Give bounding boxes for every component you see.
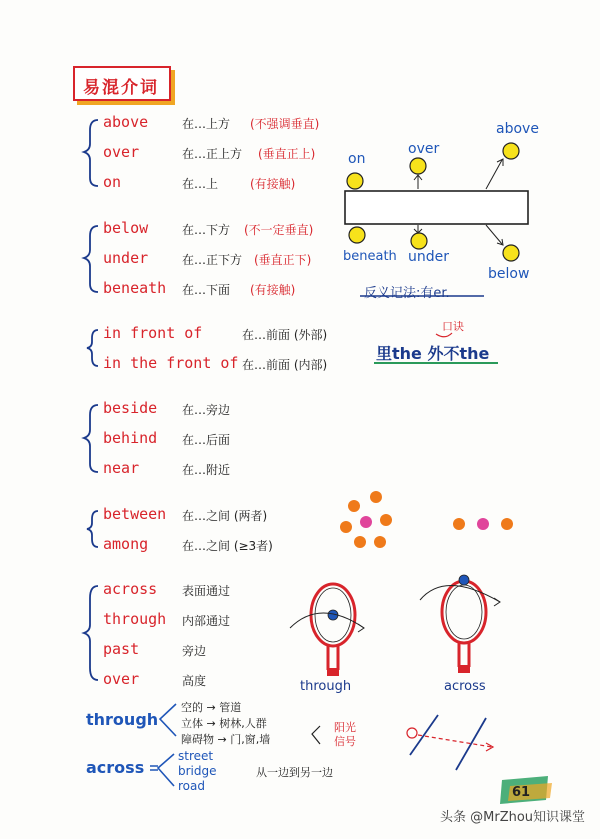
watermark-footer: 头条 @MrZhou知识课堂 <box>440 810 586 825</box>
through-racket <box>290 584 364 676</box>
word-in-front-of: in front of <box>103 324 203 342</box>
through-item-2: 立体 → 树林,人群 <box>181 717 267 730</box>
meaning-in-the-front-of: 在…前面 (内部) <box>242 358 328 372</box>
across-desc: 从一边到另一边 <box>256 766 333 779</box>
diagram-label-beneath: beneath <box>343 249 397 264</box>
between-dots <box>453 518 513 530</box>
word-above: above <box>103 113 149 131</box>
brace-group3 <box>87 330 98 366</box>
through-extra: 阳光 信号 <box>334 721 356 748</box>
circle-above <box>503 143 519 159</box>
across-label: across <box>86 758 145 777</box>
word-between: between <box>103 505 167 523</box>
note-beneath: (有接触) <box>250 283 296 297</box>
diagram-label-on: on <box>348 151 366 167</box>
brace-group5 <box>87 511 98 547</box>
diagram-label-over: over <box>408 141 440 157</box>
across-item-road: road <box>178 779 205 793</box>
antonym-tip: 反义记法:有er. <box>364 286 450 301</box>
through-item-3: 障碍物 → 门,窗,墙 <box>181 733 271 746</box>
circle-under <box>411 233 427 249</box>
circle-on <box>347 173 363 189</box>
brace-group1 <box>84 120 98 186</box>
diagram-label-below: below <box>488 266 530 282</box>
circle-beneath <box>349 227 365 243</box>
word-in-the-front-of: in the front of <box>103 354 239 372</box>
word-beneath: beneath <box>103 279 167 297</box>
circle-below <box>503 245 519 261</box>
note-above: (不强调垂直) <box>250 117 320 131</box>
note-under: (垂直正下) <box>254 253 312 267</box>
meaning-in-front-of: 在…前面 (外部) <box>242 328 328 342</box>
diagram-label-through: through <box>300 679 352 694</box>
meaning-near: 在…附近 <box>182 463 231 477</box>
meaning-beneath: 在…下面 <box>182 283 231 297</box>
brace-group2 <box>84 226 98 292</box>
word-past: past <box>103 640 140 658</box>
meaning-above: 在…上方 <box>182 117 231 131</box>
across-bracket <box>158 754 174 786</box>
koujue-text: 里the 外不the <box>376 344 490 363</box>
meaning-past: 旁边 <box>182 644 207 658</box>
page-title: 易混介词 <box>83 78 159 98</box>
meaning-over: 在…正上方 <box>182 147 243 161</box>
word-under: under <box>103 249 149 267</box>
across-equals <box>150 766 158 770</box>
word-beside: beside <box>103 399 158 417</box>
word-behind: behind <box>103 429 158 447</box>
note-over: (垂直正上) <box>258 147 316 161</box>
meaning-below: 在…下方 <box>182 223 231 237</box>
word-over: over <box>103 143 140 161</box>
meaning-between: 在…之间 (两者) <box>182 509 268 523</box>
circle-over <box>410 158 426 174</box>
braces <box>84 120 98 680</box>
diagram-box <box>345 191 528 224</box>
through-label: through <box>86 710 159 729</box>
among-dots <box>340 491 392 548</box>
koujue-mark <box>436 333 452 337</box>
across-racket <box>420 575 500 673</box>
through-bracket <box>160 704 176 736</box>
word-over-height: over <box>103 670 140 688</box>
page-number: 61 <box>512 785 531 800</box>
across-item-bridge: bridge <box>178 764 217 778</box>
brace-group6 <box>84 586 98 680</box>
note-on: (有接触) <box>250 177 296 191</box>
meaning-through: 内部通过 <box>182 614 231 628</box>
brace-group4 <box>84 405 98 472</box>
note-below: (不一定垂直) <box>244 223 314 237</box>
across-item-street: street <box>178 749 214 763</box>
word-below: below <box>103 219 149 237</box>
meaning-across: 表面通过 <box>182 584 231 598</box>
diagram-label-under: under <box>408 249 450 265</box>
word-across: across <box>103 580 158 598</box>
koujue-label: 口诀 <box>442 320 464 333</box>
meaning-behind: 在…后面 <box>182 433 231 447</box>
diagram-label-across: across <box>444 679 486 694</box>
meaning-over-height: 高度 <box>182 674 207 688</box>
word-on: on <box>103 173 122 191</box>
meaning-under: 在…正下方 <box>182 253 243 267</box>
extra-bracket <box>312 726 320 744</box>
past-diagram <box>407 715 493 770</box>
through-item-1: 空的 → 管道 <box>181 701 242 714</box>
meaning-on: 在…上 <box>182 177 219 191</box>
word-among: among <box>103 535 149 553</box>
word-near: near <box>103 459 140 477</box>
word-through: through <box>103 610 167 628</box>
meaning-beside: 在…旁边 <box>182 403 231 417</box>
diagram-label-above: above <box>496 121 539 137</box>
meaning-among: 在…之间 (≥3者) <box>182 539 273 553</box>
